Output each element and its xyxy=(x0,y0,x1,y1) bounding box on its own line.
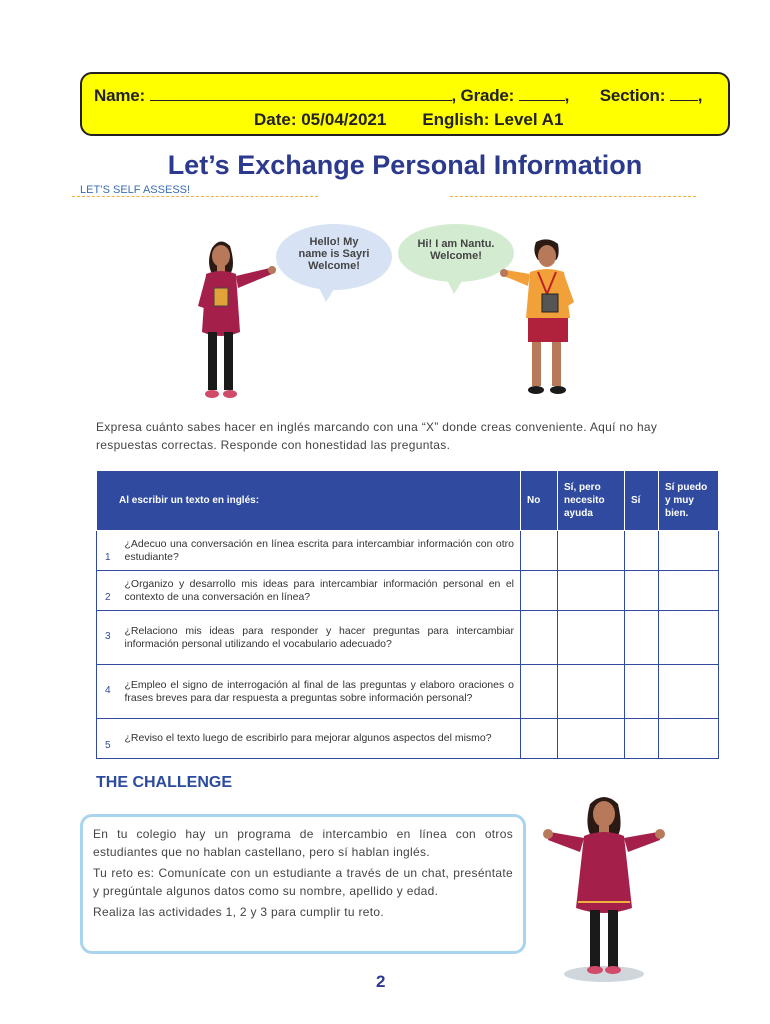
instructions-text: Expresa cuánto sabes hacer en inglés marcando con una “X” donde creas conveniente. Aquí no hay respuestas correctas. Responde con honestidad las preguntas. xyxy=(96,420,658,452)
checkbox-no[interactable] xyxy=(521,531,558,571)
row-number: 3 xyxy=(97,611,119,665)
bubble-line: Hi! I am Nantu. xyxy=(417,238,495,250)
challenge-paragraph: En tu colegio hay un programa de intercambio en línea con otros estudiantes que no hablan castellano, pero sí hablan inglés. xyxy=(93,827,513,859)
section-label: Section: xyxy=(599,86,666,105)
checkbox-si-muy-bien[interactable] xyxy=(659,665,719,719)
student-info-box xyxy=(80,72,730,136)
date-level-line xyxy=(254,110,563,130)
dashed-divider-right xyxy=(450,196,696,197)
row-number: 4 xyxy=(97,665,119,719)
table-row xyxy=(97,665,719,719)
english-level-label: English: Level A1 xyxy=(422,110,564,129)
checkbox-si-muy-bien[interactable] xyxy=(659,719,719,759)
grade-field[interactable] xyxy=(519,86,565,101)
row-question: ¿Adecuo una conversación en línea escrita para intercambiar información con otro estudiante? xyxy=(119,531,521,571)
name-field[interactable] xyxy=(150,86,452,101)
checkbox-si-pero-ayuda[interactable] xyxy=(558,665,625,719)
bubble-line: Welcome! xyxy=(308,260,360,272)
girl-arms-open-illustration xyxy=(540,790,670,990)
row-question: ¿Organizo y desarrollo mis ideas para intercambiar información personal en el contexto de una conversación en línea? xyxy=(119,571,521,611)
checkbox-no[interactable] xyxy=(521,571,558,611)
row-number: 1 xyxy=(97,531,119,571)
page-title: Let’s Exchange Personal Information xyxy=(167,150,643,180)
table-row xyxy=(97,571,719,611)
table-row xyxy=(97,531,719,571)
self-assessment-table xyxy=(96,470,719,759)
row-question: ¿Empleo el signo de interrogación al final de las preguntas y elaboro oraciones o frases breves para dar respuesta a preguntas sobre información personal? xyxy=(119,665,521,719)
checkbox-si-pero-ayuda[interactable] xyxy=(558,571,625,611)
checkbox-si-muy-bien[interactable] xyxy=(659,531,719,571)
row-question: ¿Relaciono mis ideas para responder y hacer preguntas para intercambiar información personal utilizando el vocabulario adecuado? xyxy=(119,611,521,665)
checkbox-no[interactable] xyxy=(521,611,558,665)
checkbox-si[interactable] xyxy=(625,611,659,665)
header-no: No xyxy=(521,471,558,531)
header-si: Sí xyxy=(625,471,659,531)
row-number: 2 xyxy=(97,571,119,611)
section-subtitle: LET’S SELF ASSESS! xyxy=(80,184,191,196)
checkbox-no[interactable] xyxy=(521,719,558,759)
row-number: 5 xyxy=(97,719,119,759)
dashed-divider-left xyxy=(72,196,318,197)
checkbox-no[interactable] xyxy=(521,665,558,719)
checkbox-si[interactable] xyxy=(625,571,659,611)
bubble-line: name is Sayri xyxy=(298,248,370,260)
checkbox-si-muy-bien[interactable] xyxy=(659,611,719,665)
checkbox-si[interactable] xyxy=(625,665,659,719)
table-row xyxy=(97,719,719,759)
challenge-paragraph: Realiza las actividades 1, 2 y 3 para cumplir tu reto. xyxy=(93,905,384,919)
bubble-line: Welcome! xyxy=(430,250,482,262)
checkbox-si[interactable] xyxy=(625,531,659,571)
table-header-row xyxy=(97,471,719,531)
header-si-pero-ayuda: Sí, pero necesito ayuda xyxy=(558,471,625,531)
bubble-line: Hello! My xyxy=(309,236,359,248)
table-row xyxy=(97,611,719,665)
page-number: 2 xyxy=(376,972,386,991)
girl-illustration xyxy=(190,236,280,402)
boy-illustration xyxy=(500,236,592,402)
row-question: ¿Reviso el texto luego de escribirlo para mejorar algunos aspectos del mismo? xyxy=(119,719,521,759)
bubble-tail xyxy=(446,278,464,294)
checkbox-si-pero-ayuda[interactable] xyxy=(558,611,625,665)
grade-label: , Grade: xyxy=(451,86,515,105)
challenge-heading: THE CHALLENGE xyxy=(96,774,232,791)
bubble-tail xyxy=(318,286,336,302)
date-label: Date: 05/04/2021 xyxy=(254,110,387,129)
student-info-line: Name: , Grade: , Section: , xyxy=(94,86,703,105)
header-si-muy-bien: Sí puedo y muy bien. xyxy=(659,471,719,531)
nantu-speech-bubble xyxy=(398,224,514,282)
section-field[interactable] xyxy=(670,86,698,101)
name-label: Name: xyxy=(94,86,145,105)
checkbox-si-muy-bien[interactable] xyxy=(659,571,719,611)
checkbox-si-pero-ayuda[interactable] xyxy=(558,719,625,759)
header-criteria: Al escribir un texto en inglés: xyxy=(97,471,521,531)
checkbox-si-pero-ayuda[interactable] xyxy=(558,531,625,571)
checkbox-si[interactable] xyxy=(625,719,659,759)
sayri-speech-bubble xyxy=(276,224,392,290)
challenge-box xyxy=(80,814,526,954)
challenge-paragraph: Tu reto es: Comunícate con un estudiante a través de un chat, preséntate y pregúntale algunos datos como su nombre, apellido y edad. xyxy=(93,866,513,898)
